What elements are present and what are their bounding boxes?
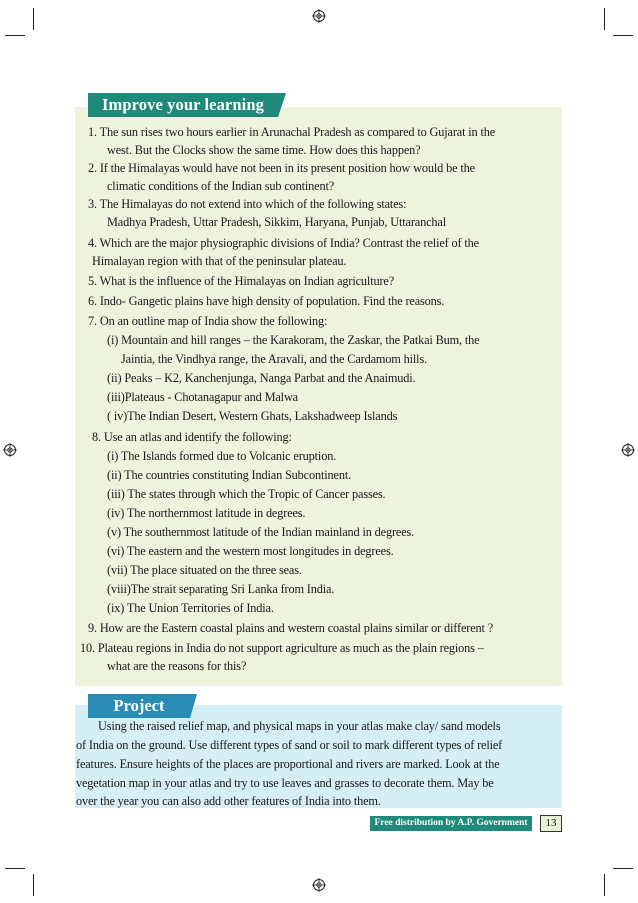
crop-mark — [604, 874, 605, 896]
question-line: 4. Which are the major physiographic divisions of India? Contrast the relief of the — [88, 236, 479, 250]
question-line: (iii) The states through which the Tropic of Cancer passes. — [107, 487, 386, 501]
project-line: vegetation map in your atlas and try to use leaves and grasses to decorate them. May be — [76, 776, 494, 790]
question-line: (vii) The place situated on the three seas. — [107, 563, 302, 577]
question-line: (ix) The Union Territories of India. — [107, 601, 274, 615]
question-line: (iv) The northernmost latitude in degrees. — [107, 506, 306, 520]
question-line: (vi) The eastern and the western most longitudes in degrees. — [107, 544, 394, 558]
question-line: 9. How are the Eastern coastal plains and western coastal plains similar or different ? — [88, 621, 494, 635]
question-line: Madhya Pradesh, Uttar Pradesh, Sikkim, Haryana, Punjab, Uttaranchal — [107, 215, 446, 229]
question-line: 6. Indo- Gangetic plains have high density of population. Find the reasons. — [88, 294, 445, 308]
registration-mark-icon — [312, 878, 326, 892]
question-line: (ii) Peaks – K2, Kanchenjunga, Nanga Parbat and the Anaimudi. — [107, 371, 416, 385]
question-line: ( iv)The Indian Desert, Western Ghats, Lakshadweep Islands — [107, 409, 398, 423]
learning-panel — [75, 107, 562, 686]
question-line: what are the reasons for this? — [107, 659, 247, 673]
question-line: 8. Use an atlas and identify the following: — [92, 430, 292, 444]
question-line: 10. Plateau regions in India do not support agriculture as much as the plain regions – — [80, 641, 484, 655]
project-line: over the year you can also add other features of India into them. — [76, 794, 381, 808]
registration-mark-icon — [312, 9, 326, 23]
distribution-note: Free distribution by A.P. Government — [370, 816, 532, 831]
registration-mark-icon — [621, 443, 635, 457]
question-line: 5. What is the influence of the Himalayas on Indian agriculture? — [88, 274, 395, 288]
crop-mark — [5, 35, 25, 36]
page-number: 13 — [540, 815, 562, 832]
crop-mark — [33, 874, 34, 896]
project-line: Using the raised relief map, and physical maps in your atlas make clay/ sand models — [98, 719, 501, 733]
question-line: (v) The southernmost latitude of the Indian mainland in degrees. — [107, 525, 415, 539]
question-line: 7. On an outline map of India show the following: — [88, 314, 328, 328]
learning-heading: Improve your learning — [88, 93, 278, 117]
question-line: (i) The Islands formed due to Volcanic eruption. — [107, 449, 337, 463]
question-line: (i) Mountain and hill ranges – the Karakoram, the Zaskar, the Patkai Bum, the — [107, 333, 480, 347]
crop-mark — [33, 8, 34, 30]
project-heading: Project — [88, 694, 190, 718]
question-line: (iii)Plateaus - Chotanagapur and Malwa — [107, 390, 298, 404]
crop-mark — [613, 35, 633, 36]
registration-mark-icon — [3, 443, 17, 457]
question-line: Himalayan region with that of the peninsular plateau. — [92, 254, 347, 268]
question-line: Jaintia, the Vindhya range, the Aravali, and the Cardamom hills. — [121, 352, 427, 366]
question-line: climatic conditions of the Indian sub continent? — [107, 179, 335, 193]
question-line: (viii)The strait separating Sri Lanka from India. — [107, 582, 335, 596]
crop-mark — [613, 868, 633, 869]
project-line: of India on the ground. Use different types of sand or soil to mark different types of relief — [76, 738, 503, 752]
question-line: 1. The sun rises two hours earlier in Arunachal Pradesh as compared to Gujarat in the — [88, 125, 496, 139]
crop-mark — [5, 868, 25, 869]
crop-mark — [604, 8, 605, 30]
question-line: 2. If the Himalayas would have not been in its present position how would be the — [88, 161, 475, 175]
project-line: features. Ensure heights of the places are proportional and rivers are marked. Look at the — [76, 757, 500, 771]
question-line: 3. The Himalayas do not extend into which of the following states: — [88, 197, 407, 211]
question-line: (ii) The countries constituting Indian Subcontinent. — [107, 468, 352, 482]
question-line: west. But the Clocks show the same time. How does this happen? — [107, 143, 421, 157]
